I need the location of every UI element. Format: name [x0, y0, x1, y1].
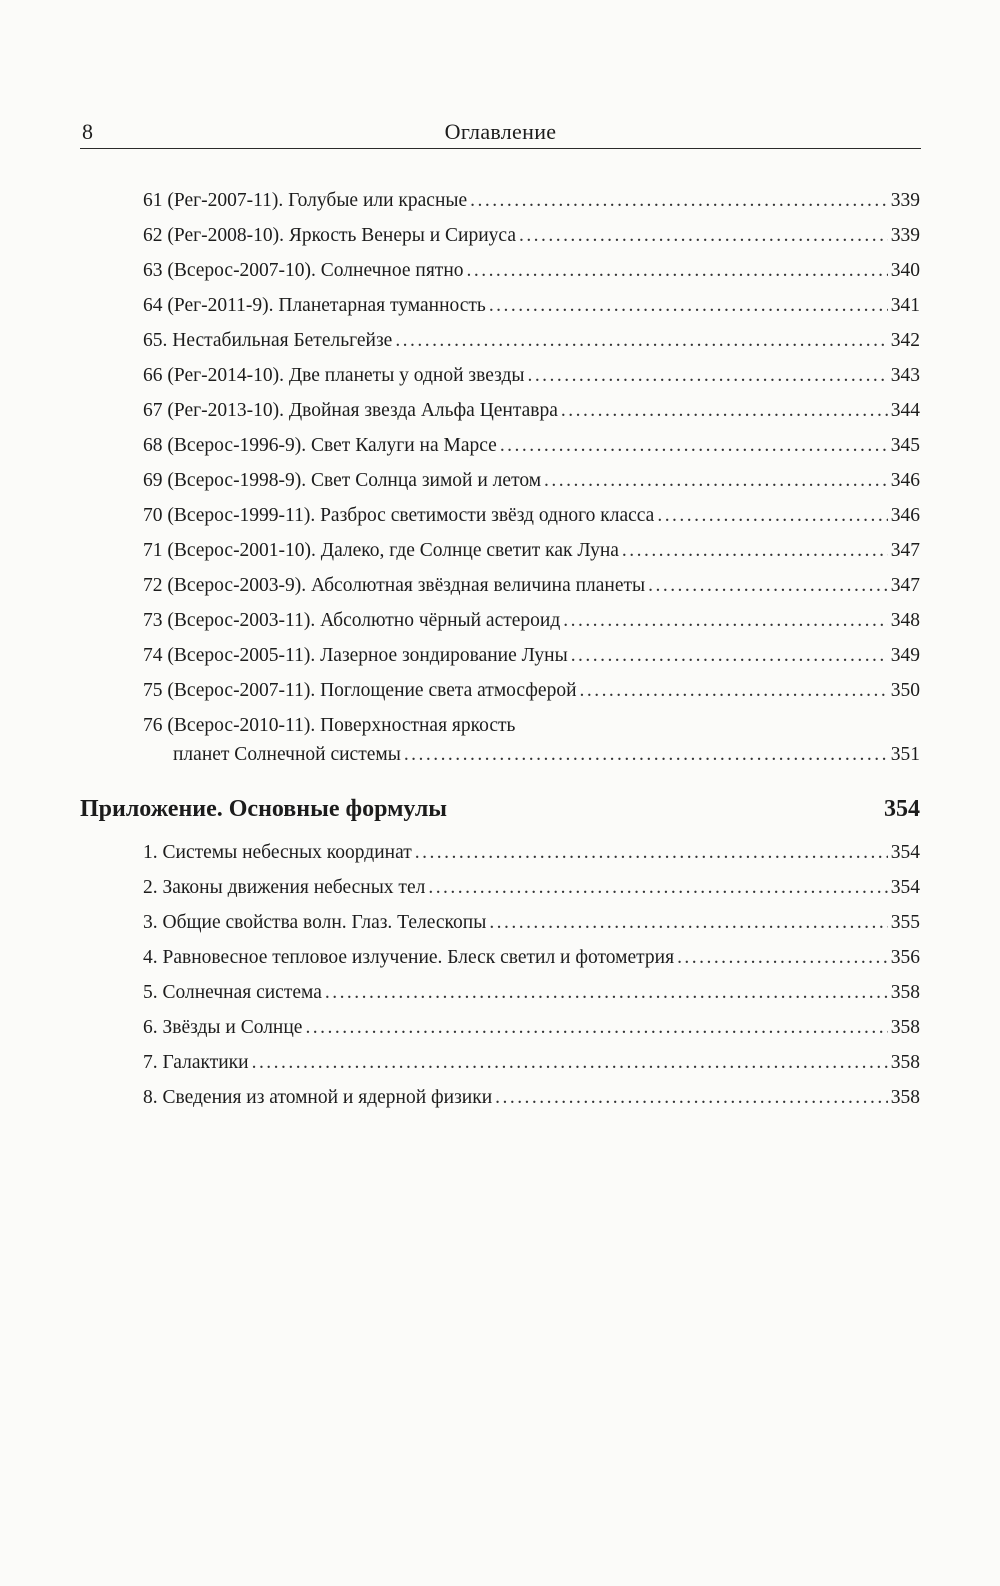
dot-leader — [252, 1048, 888, 1078]
toc-entry[interactable] — [173, 740, 920, 770]
toc-entry-page: 355 — [890, 912, 920, 933]
appendix-item[interactable] — [143, 1083, 920, 1113]
toc-entry[interactable] — [143, 571, 920, 601]
toc-entry-page: 358 — [890, 1052, 920, 1073]
dot-leader — [580, 676, 888, 706]
dot-leader — [428, 873, 887, 903]
toc-entry-page: 351 — [890, 744, 920, 765]
dot-leader — [395, 326, 887, 356]
toc-entry-page: 343 — [890, 365, 920, 386]
dot-leader — [563, 606, 887, 636]
appendix-item[interactable] — [143, 1048, 920, 1078]
appendix-page: 354 — [884, 796, 920, 822]
toc-entry-title: 64 (Рег-2011-9). Планетарная туманность — [143, 295, 486, 316]
dot-leader — [561, 396, 888, 426]
toc-entry[interactable] — [143, 501, 920, 531]
toc-entry[interactable] — [143, 221, 920, 251]
toc-entry-title: 69 (Всерос-1998-9). Свет Солнца зимой и летом — [143, 470, 542, 491]
dot-leader — [470, 186, 888, 216]
toc-entry-page: 349 — [890, 645, 920, 666]
toc-entry-title: 61 (Рег-2007-11). Голубые или красные — [143, 190, 468, 211]
toc-entry[interactable] — [143, 676, 920, 706]
toc-entry-title: 71 (Всерос-2001-10). Далеко, где Солнце светит как Луна — [143, 540, 619, 561]
toc-entry-page: 356 — [890, 947, 920, 968]
toc-entry-title: 66 (Рег-2014-10). Две планеты у одной звезды — [143, 365, 525, 386]
toc-entry-page: 347 — [890, 575, 920, 596]
toc-entry-title: 68 (Всерос-1996-9). Свет Калуги на Марсе — [143, 435, 497, 456]
toc-entry-title-line1[interactable]: 76 (Всерос-2010-11). Поверхностная яркость — [143, 715, 516, 736]
dot-leader — [489, 291, 888, 321]
toc-entry-page: 340 — [890, 260, 920, 281]
appendix-heading[interactable] — [80, 792, 920, 826]
appendix-item[interactable] — [143, 838, 920, 868]
toc-entry[interactable] — [143, 291, 920, 321]
toc-entry-title: 4. Равновесное тепловое излучение. Блеск светил и фотометрия — [143, 947, 675, 968]
dot-leader — [622, 536, 888, 566]
toc-entry-page: 346 — [890, 470, 920, 491]
toc-entry-title: 8. Сведения из атомной и ядерной физики — [143, 1087, 493, 1108]
toc-entry[interactable] — [143, 361, 920, 391]
toc-entry-title: 65. Нестабильная Бетельгейзе — [143, 330, 393, 351]
toc-entry-page: 354 — [890, 877, 920, 898]
dot-leader — [500, 431, 888, 461]
toc-entry[interactable] — [143, 536, 920, 566]
dot-leader — [544, 466, 888, 496]
dot-leader — [495, 1083, 888, 1113]
toc-entry[interactable] — [143, 186, 920, 216]
toc-entry-page: 350 — [890, 680, 920, 701]
dot-leader — [415, 838, 888, 868]
toc-entry-page: 339 — [890, 190, 920, 211]
toc-entry-title: 74 (Всерос-2005-11). Лазерное зондирование Луны — [143, 645, 568, 666]
dot-leader — [677, 943, 888, 973]
dot-leader — [467, 256, 888, 286]
appendix-item[interactable] — [143, 943, 920, 973]
toc-entry-page: 347 — [890, 540, 920, 561]
toc-entry-title: 62 (Рег-2008-10). Яркость Венеры и Сириуса — [143, 225, 516, 246]
dot-leader — [657, 501, 887, 531]
toc-entry-title: 70 (Всерос-1999-11). Разброс светимости звёзд одного класса — [143, 505, 655, 526]
toc-entry-title-line2: планет Солнечной системы — [173, 744, 401, 765]
toc-entry[interactable] — [143, 326, 920, 356]
toc-entry[interactable] — [143, 606, 920, 636]
appendix-title: Приложение. Основные формулы — [80, 796, 448, 822]
dot-leader — [527, 361, 887, 391]
toc-entry[interactable] — [143, 256, 920, 286]
toc-entry-page: 346 — [890, 505, 920, 526]
toc-entry-page: 348 — [890, 610, 920, 631]
toc-entry-title: 73 (Всерос-2003-11). Абсолютно чёрный астероид — [143, 610, 561, 631]
toc-entry-page: 344 — [890, 400, 920, 421]
dot-leader — [571, 641, 888, 671]
toc-entry-page: 358 — [890, 1087, 920, 1108]
page-number: 8 — [82, 119, 93, 144]
toc-entry-title: 6. Звёзды и Солнце — [143, 1017, 303, 1038]
dot-leader — [648, 571, 888, 601]
toc-entry-title: 67 (Рег-2013-10). Двойная звезда Альфа Центавра — [143, 400, 558, 421]
dot-leader — [305, 1013, 887, 1043]
toc-entry-page: 342 — [890, 330, 920, 351]
dot-leader — [519, 221, 888, 251]
toc-entry-page: 358 — [890, 982, 920, 1003]
toc-entry-title: 3. Общие свойства волн. Глаз. Телескопы — [143, 912, 487, 933]
toc-entry[interactable] — [143, 466, 920, 496]
toc-entry-title: 72 (Всерос-2003-9). Абсолютная звёздная величина планеты — [143, 575, 646, 596]
appendix-item[interactable] — [143, 978, 920, 1008]
running-header — [80, 118, 921, 149]
toc-entry-title: 5. Солнечная система — [143, 982, 322, 1003]
appendix-item[interactable] — [143, 1013, 920, 1043]
appendix-item[interactable] — [143, 908, 920, 938]
dot-leader — [404, 740, 888, 770]
toc-entry-page: 358 — [890, 1017, 920, 1038]
toc-entry-page: 339 — [890, 225, 920, 246]
toc-entry-title: 7. Галактики — [143, 1052, 249, 1073]
header-title: Оглавление — [444, 119, 557, 144]
toc-entry-title: 63 (Всерос-2007-10). Солнечное пятно — [143, 260, 464, 281]
toc-entry-title: 75 (Всерос-2007-11). Поглощение света атмосферой — [143, 680, 577, 701]
toc-entry-title: 1. Системы небесных координат — [143, 842, 412, 863]
toc-entry-page: 341 — [890, 295, 920, 316]
toc-entry-title: 2. Законы движения небесных тел — [143, 877, 426, 898]
dot-leader — [325, 978, 888, 1008]
toc-entry[interactable] — [143, 641, 920, 671]
dot-leader — [489, 908, 887, 938]
toc-entry-page: 354 — [890, 842, 920, 863]
appendix-item[interactable] — [143, 873, 920, 903]
toc-entry-page: 345 — [890, 435, 920, 456]
toc-entry[interactable] — [143, 396, 920, 426]
toc-entry[interactable] — [143, 431, 920, 461]
